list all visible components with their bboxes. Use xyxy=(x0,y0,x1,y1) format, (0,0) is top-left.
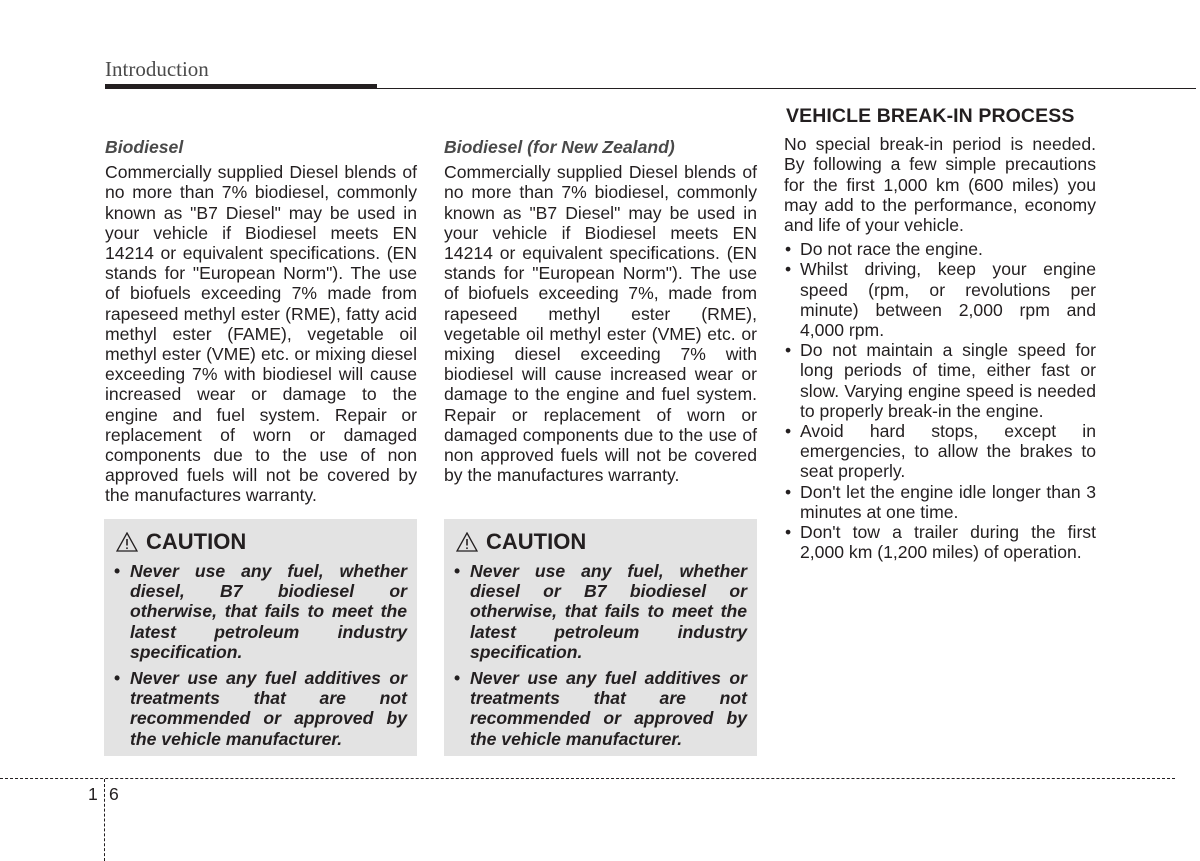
break-in-item: • Whilst driving, keep your engine speed (rpm, or revolutions per minute) between 2,000 rpm and 4,000 rpm. xyxy=(784,259,1096,340)
caution-list xyxy=(454,561,747,749)
biodiesel-nz-paragraph: Commercially supplied Diesel blends of no more than 7% biodiesel, commonly known as "B7 Diesel" may be used in your vehicle if Biodiesel meets EN 14214 or equivalent specifications. (EN stands for "European Norm"). The use of biofuels exceeding 7%, made from rapeseed methyl ester (RME), vegetable oil methyl ester (VME) etc. or mixing diesel exceeding 7% with biodiesel will cause increased wear or damage to the engine and fuel system. Repair or replacement of worn or damaged components due to the use of non approved fuels will not be covered by the manufactures warranty. xyxy=(444,162,757,486)
right-column xyxy=(784,106,1096,562)
caution-list xyxy=(114,561,407,749)
break-in-list xyxy=(784,239,1096,562)
break-in-item: • Do not race the engine. xyxy=(784,239,1096,259)
biodiesel-heading: Biodiesel xyxy=(105,137,184,157)
caution-item: • Never use any fuel additives or treatments that are not recommended or approved by the vehicle manufacturer. xyxy=(454,668,747,749)
caution-header xyxy=(114,529,407,555)
biodiesel-nz-heading: Biodiesel (for New Zealand) xyxy=(444,137,675,157)
warning-triangle-icon xyxy=(456,532,478,552)
caution-item: • Never use any fuel, whether diesel, B7 biodiesel or otherwise, that fails to meet the latest petroleum industry specification. xyxy=(114,561,407,662)
break-in-intro: No special break-in period is needed. By following a few simple precautions for the first 1,000 km (600 miles) you may add to the performance, economy and life of your vehicle. xyxy=(784,134,1096,236)
section-title: Introduction xyxy=(105,57,209,81)
middle-column xyxy=(444,137,757,485)
caution-box-biodiesel-nz xyxy=(444,519,757,756)
break-in-heading: VEHICLE BREAK-IN PROCESS xyxy=(786,105,1075,127)
page-number: 6 xyxy=(109,784,119,804)
chapter-number: 1 xyxy=(88,784,98,804)
caution-title: CAUTION xyxy=(146,529,247,554)
biodiesel-paragraph: Commercially supplied Diesel blends of no more than 7% biodiesel, commonly known as "B7 Diesel" may be used in your vehicle if Biodiesel meets EN 14214 or equivalent specifications. (EN stands for "European Norm"). The use of biofuels exceeding 7% made from rapeseed methyl ester (RME), fatty acid methyl ester (FAME), vegetable oil methyl ester (VME) etc. or mixing diesel exceeding 7% with biodiesel will cause increased wear or damage to the engine and fuel system. Repair or replacement of worn or damaged components due to the use of non approved fuels will not be covered by the manufactures warranty. xyxy=(105,162,417,506)
break-in-item: • Don't let the engine idle longer than 3 minutes at one time. xyxy=(784,482,1096,522)
footer-divider xyxy=(104,779,105,861)
break-in-item: • Do not maintain a single speed for long periods of time, either fast or slow. Varying engine speed is needed to properly break-in the engine. xyxy=(784,340,1096,421)
footer-rule xyxy=(0,778,1175,779)
caution-item: • Never use any fuel, whether diesel or B7 biodiesel or otherwise, that fails to meet the latest petroleum industry specification. xyxy=(454,561,747,662)
caution-item: • Never use any fuel additives or treatments that are not recommended or approved by the vehicle manufacturer. xyxy=(114,668,407,749)
caution-title: CAUTION xyxy=(486,529,587,554)
break-in-item: • Don't tow a trailer during the first 2,000 km (1,200 miles) of operation. xyxy=(784,522,1096,562)
header-rule xyxy=(105,88,1196,89)
break-in-item: • Avoid hard stops, except in emergencies, to allow the brakes to seat properly. xyxy=(784,421,1096,482)
caution-header xyxy=(454,529,747,555)
caution-box-biodiesel xyxy=(104,519,417,756)
left-column xyxy=(105,137,417,506)
warning-triangle-icon xyxy=(116,532,138,552)
